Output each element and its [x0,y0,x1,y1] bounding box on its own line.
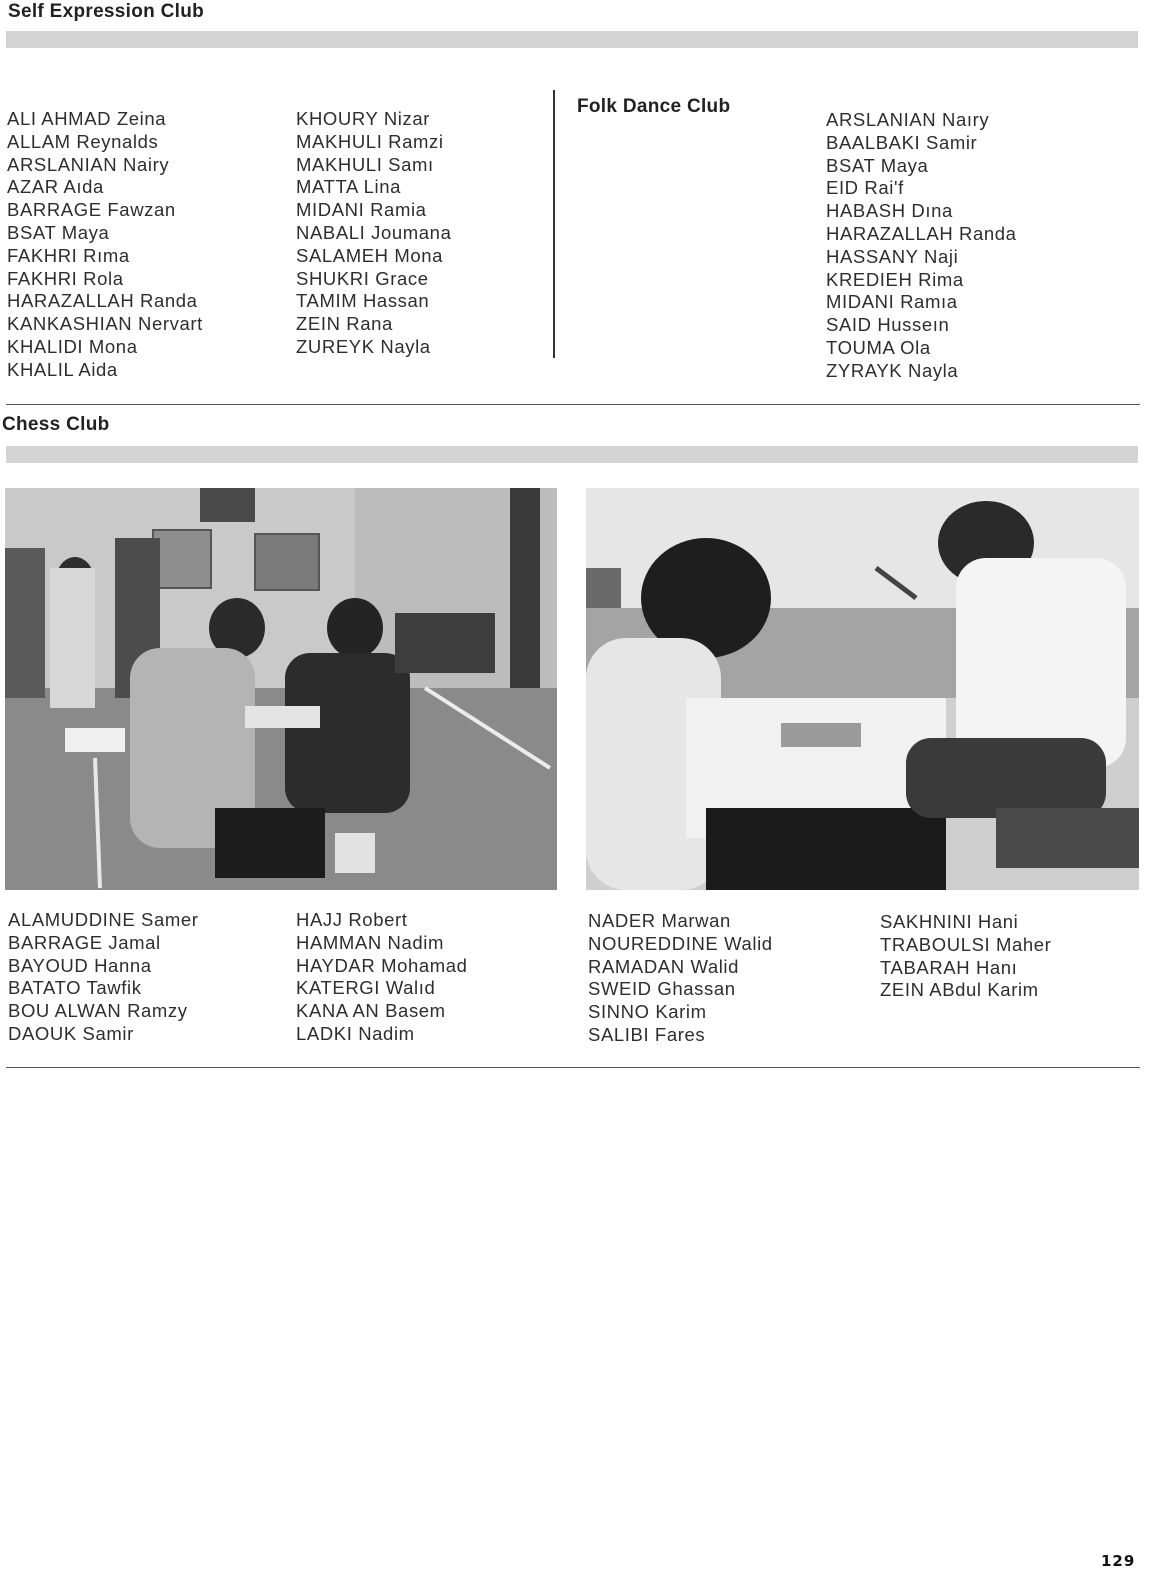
chess-players-photo [586,488,1139,890]
rule-top [6,404,1140,405]
member-name: TRABOULSI Maher [880,933,1052,955]
member-name: TABARAH Hanı [880,956,1018,978]
member-name: KREDIEH Rima [826,268,964,290]
member-name: ZEIN Rana [296,313,393,335]
member-name: BSAT Maya [7,221,110,243]
member-name: SAID Husseın [826,314,950,336]
member-name: KHALIDI Mona [7,335,138,357]
chess-col3 [588,910,773,1047]
member-name: AZAR Aıda [7,176,104,198]
member-name: SINNO Karim [588,1001,707,1023]
member-name: BATATO Tawfik [8,977,142,999]
folk-dance-title: Folk Dance Club [577,96,731,117]
member-name: BOU ALWAN Ramzy [8,1000,188,1022]
member-name: ZYRAYK Nayla [826,359,959,381]
chess-col1 [8,909,199,1046]
member-name: SHUKRI Grace [296,267,429,289]
page-number: 129 [1101,1552,1136,1570]
member-name: MAKHULI Ramzi [296,130,444,152]
member-name: HARAZALLAH Randa [826,222,1017,244]
member-name: KANKASHIAN Nervart [7,313,203,335]
member-name: MATTA Lina [296,176,402,198]
member-name: SALIBI Fares [588,1023,706,1045]
self-expression-col1 [7,108,203,382]
member-name: HAMMAN Nadim [296,931,445,953]
member-name: ALI AHMAD Zeina [7,108,167,129]
member-name: MAKHULI Samı [296,153,434,175]
member-name: SAKHNINI Hani [880,911,1019,932]
member-name: SALAMEH Mona [296,244,444,266]
section-divider [553,90,555,358]
member-name: KATERGI Walıd [296,977,436,999]
member-name: TOUMA Ola [826,336,931,358]
folk-dance-col [826,109,1017,383]
member-name: TAMIM Hassan [296,290,430,312]
member-name: KANA AN Basem [296,1000,446,1022]
member-name: DAOUK Samir [8,1022,134,1044]
member-name: NOUREDDINE Walid [588,932,773,954]
member-name: ARSLANIAN Nairy [7,153,170,175]
member-name: ZEIN ABdul Karim [880,979,1039,1001]
member-name: ALLAM Reynalds [7,130,159,152]
member-name: SWEID Ghassan [588,978,736,1000]
self-expression-title: Self Expression Club [8,1,205,22]
member-name: BSAT Maya [826,154,929,176]
member-name: MIDANI Ramıa [826,291,958,313]
chess-col4 [880,911,1051,1002]
member-name: LADKI Nadim [296,1022,415,1044]
member-name: FAKHRI Rola [7,267,124,289]
member-name: KHOURY Nizar [296,108,430,129]
member-name: MIDANI Ramia [296,199,427,221]
member-name: KHALIL Aida [7,358,118,380]
member-name: NABALI Joumana [296,221,452,243]
member-name: HARAZALLAH Randa [7,290,198,312]
chess-title: Chess Club [2,414,110,435]
member-name: NADER Marwan [588,910,731,931]
member-name: BARRAGE Fawzan [7,199,176,221]
self-expression-col2 [296,108,451,359]
member-name: ALAMUDDINE Samer [8,909,199,930]
member-name: ARSLANIAN Naıry [826,109,990,130]
member-name: EID Rai'f [826,177,904,199]
member-name: HAYDAR Mohamad [296,954,468,976]
member-name: HASSANY Naji [826,245,959,267]
member-name: ZUREYK Nayla [296,335,431,357]
chess-col2 [296,909,468,1046]
member-name: HABASH Dına [826,200,953,222]
rule-bottom [6,1067,1140,1068]
member-name: HAJJ Robert [296,909,408,930]
member-name: BARRAGE Jamal [8,931,161,953]
member-name: RAMADAN Walid [588,955,740,977]
self-expression-band [6,31,1138,48]
member-name: BAALBAKI Samir [826,131,978,153]
member-name: FAKHRI Rıma [7,244,130,266]
member-name: BAYOUD Hanna [8,954,152,976]
chess-band [6,446,1138,463]
chess-classroom-photo [5,488,557,890]
